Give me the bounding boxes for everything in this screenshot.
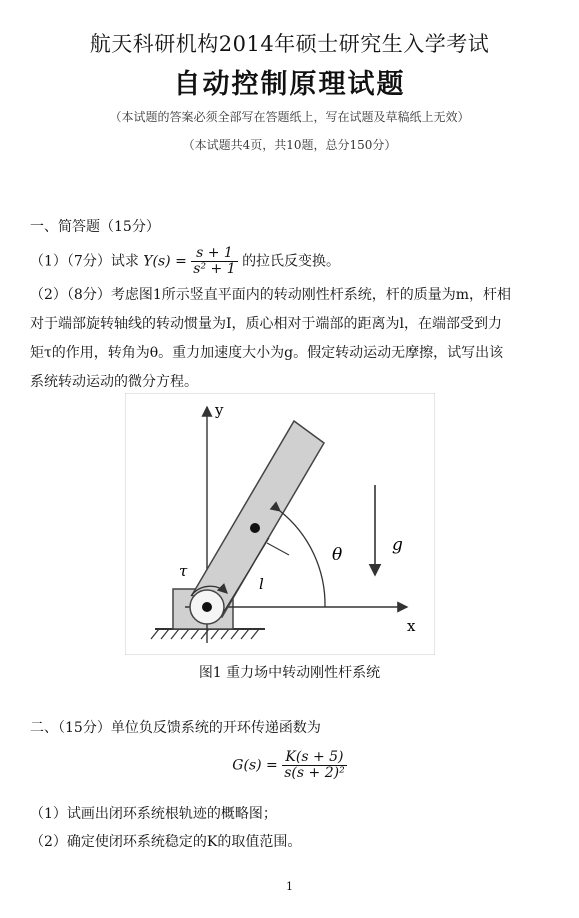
q1-lhs: Y(s) = (143, 253, 187, 270)
gravity-label: g (392, 535, 403, 555)
q1-prefix: （1）（7分）试求 (30, 253, 139, 270)
figure-caption: 图1 重力场中转动刚性杆系统 (198, 665, 381, 681)
y-axis-label: y (215, 401, 224, 419)
q2-line-3: 矩τ的作用，转角为θ。重力加速度大小为g。假定转动运动无摩擦，试写出该 (30, 345, 504, 361)
page-count-note: （本试题共4页，共10题，总分150分） (182, 138, 397, 152)
q1-suffix: 的拉氏反变换。 (242, 253, 341, 270)
question-1 (30, 246, 340, 277)
x-axis-label: x (407, 617, 416, 635)
length-label: l (259, 575, 264, 593)
tf-fraction (282, 750, 346, 781)
section1-heading: 一、简答题（15分） (30, 219, 160, 235)
q1-denominator: s² + 1 (193, 261, 236, 277)
section2-item-1: （1）试画出闭环系统根轨迹的概略图； (30, 806, 277, 822)
q2-line-2: 对于端部旋转轴线的转动惯量为I，质心相对于端部的距离为l，在端部受到力 (30, 316, 503, 332)
figure-frame (125, 393, 435, 655)
tf-lhs: G(s) = (232, 757, 278, 774)
transfer-function (0, 750, 579, 781)
q1-fraction (191, 246, 237, 277)
center-of-mass (250, 523, 260, 533)
question-2 (30, 281, 555, 397)
exam-title: 自动控制原理试题 (173, 69, 406, 100)
tf-denominator: s(s + 2)² (284, 765, 345, 781)
theta-label: θ (332, 545, 343, 565)
pivot-center (202, 602, 212, 612)
section2-item-2: （2）确定使闭环系统稳定的K的取值范围。 (30, 834, 302, 850)
q2-line-1: （2）（8分）考虑图1所示竖直平面内的转动刚性杆系统，杆的质量为m，杆相 (30, 287, 511, 303)
torque-label: τ (179, 562, 188, 580)
tf-numerator: K(s + 5) (282, 750, 346, 766)
q1-numerator: s + 1 (191, 246, 237, 262)
rotating-rod-figure (125, 393, 435, 655)
answer-note: （本试题的答案必须全部写在答题纸上，写在试题及草稿纸上无效） (109, 110, 470, 124)
section2-heading: 二、（15分）单位负反馈系统的开环传递函数为 (30, 720, 321, 736)
page-number: 1 (286, 880, 293, 893)
institution-line: 航天科研机构2014年硕士研究生入学考试 (89, 32, 490, 56)
q2-line-4: 系统转动运动的微分方程。 (30, 374, 198, 390)
